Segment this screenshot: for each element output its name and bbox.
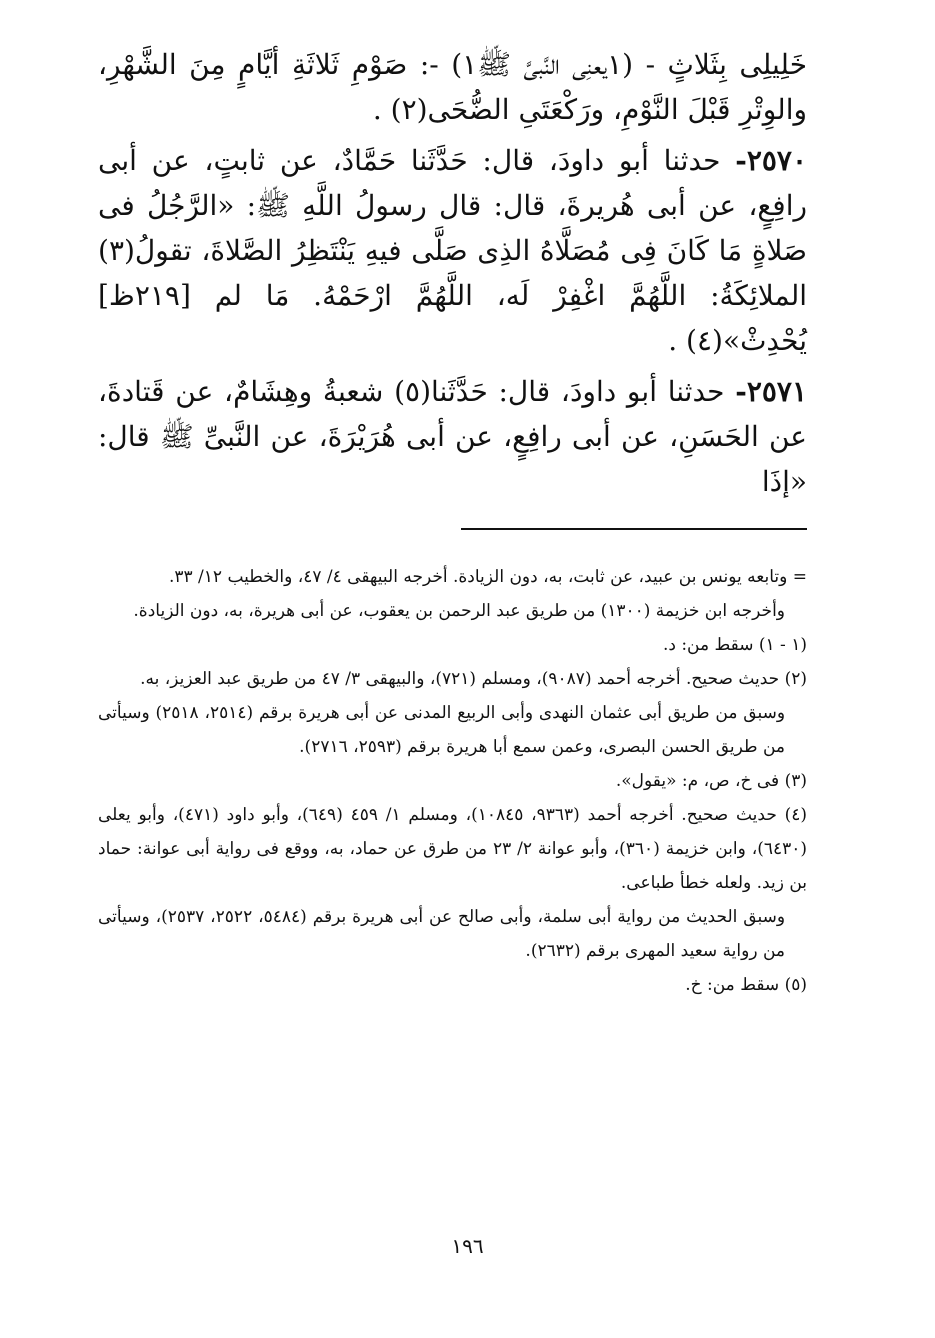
footnote-divider	[461, 528, 807, 530]
footnote: وسبق من طريق أبى عثمان النهدى وأبى الربيع المدنى عن أبى هريرة برقم (٢٥١٤، ٢٥١٨) وسيأتى من طريق الحسن البصرى، وعمن سمع أبا هريرة برقم (٢٥٩٣، ٢٧١٦).	[98, 703, 786, 757]
hadith-continuation: خَلِيلِى بِثَلاثٍ - (١يعنِى النَّبىَّ ﷺ١) -: صَوْمِ ثَلاثَةِ أيَّامٍ مِنَ الشَّهْرِ، والوِتْرِ قَبْلَ النَّوْمِ، ورَكْعَتَىِ الضُّحَى(٢) .	[98, 48, 807, 126]
footnote: (٥) سقط من: خ.	[685, 975, 807, 995]
main-text	[98, 42, 807, 504]
footnote: وأخرجه ابن خزيمة (١٣٠٠) من طريق عبد الرحمن بن يعقوب، عن أبى هريرة، به، دون الزيادة.	[133, 601, 785, 621]
footnote: (١ - ١) سقط من: د.	[662, 635, 807, 655]
hadith-2570	[98, 138, 807, 363]
footnote: = وتابعه يونس بن عبيد، عن ثابت، به، دون الزيادة. أخرجه البيهقى ٤/ ٤٧، والخطيب ١٢/ ٣٣.	[168, 567, 807, 587]
footnote: وسبق الحديث من رواية أبى سلمة، وأبى صالح عن أبى هريرة برقم (٥٤٨٤، ٢٥٢٢، ٢٥٣٧)، وسيأتى من رواية سعيد المهرى برقم (٢٦٣٢).	[98, 907, 786, 961]
hadith-text: حدثنا أبو داودَ، قال: حَدَّثَنا حَمَّادٌ، عن ثابتٍ، عن أبى رافِعٍ، عن أبى هُريرةَ، قال: قال رسولُ اللَّهِ ﷺ: «الرَّجُلُ فى صَلاةٍ مَا كَانَ فِى مُصَلَّاهُ الذِى صَلَّى فيهِ يَنْتَظِرُ الصَّلاةَ، تقولُ(٣) الملائِكَةُ: اللَّهُمَّ اغْفِرْ لَه، اللَّهُمَّ ارْحَمْهُ. مَا لم [٢١٩ظ] يُحْدِثْ»(٤) .	[98, 144, 807, 357]
page-number: ١٩٦	[451, 1234, 484, 1258]
hadith-text: حدثنا أبو داودَ، قال: حَدَّثَنا(٥) شعبةُ وهِشَامٌ، عن قَتادةَ، عن الحَسَنِ، عن أبى رافِعٍ، عن أبى هُرَيْرَةَ، عن النَّبىِّ ﷺ قال: «إذَا	[98, 375, 807, 498]
footnote: (٣) فى خ، ص، م: «يقول».	[615, 771, 807, 791]
footnote: (٢) حديث صحيح. أخرجه أحمد (٩٠٨٧)، ومسلم (٧٢١)، والبيهقى ٣/ ٤٧ من طريق عبد العزيز، به.	[140, 669, 807, 689]
footnotes	[98, 560, 807, 1002]
hadith-2571	[98, 369, 807, 504]
hadith-number: ٢٥٧١-	[735, 375, 807, 408]
hadith-number: ٢٥٧٠-	[735, 144, 807, 177]
footnote: (٤) حديث صحيح. أخرجه أحمد (٩٣٦٣، ١٠٨٤٥)، ومسلم ١/ ٤٥٩ (٦٤٩)، وأبو داود (٤٧١)، وأبو يعلى (٦٤٣٠)، وابن خزيمة (٣٦٠)، وأبو عوانة ٢/ ٢٣ من طرق عن حماد، به، ووقع فى رواية أبى عوانة: حماد بن زيد. ولعله خطأ طباعى.	[98, 805, 808, 893]
